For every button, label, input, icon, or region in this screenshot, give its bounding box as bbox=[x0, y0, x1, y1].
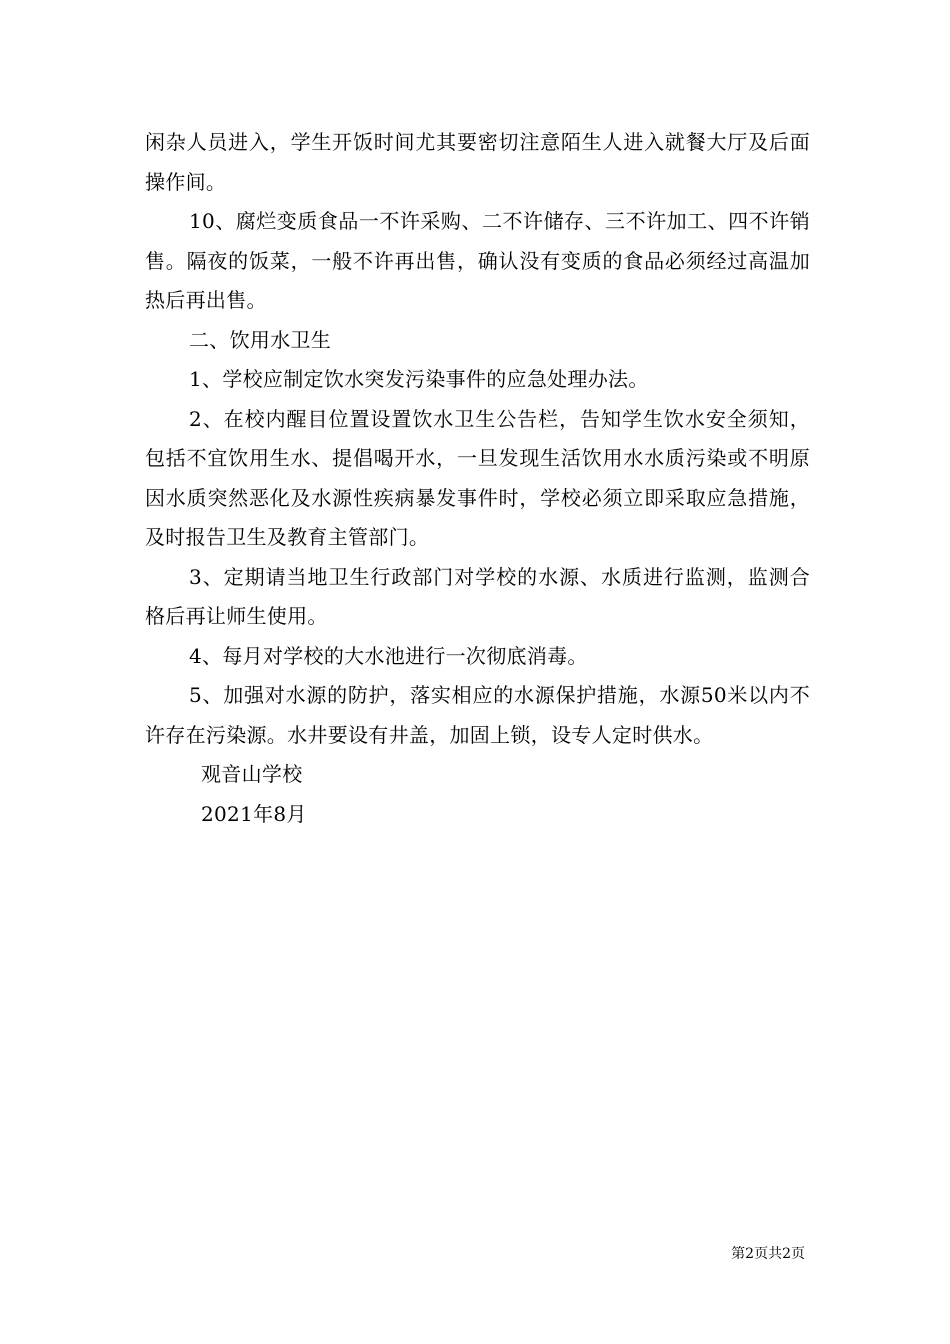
paragraph-item-10: 10、腐烂变质食品一不许采购、二不许储存、三不许加工、四不许销售。隔夜的饭菜，一般不许再出售，确认没有变质的食品必须经过高温加热后再出售。 bbox=[145, 209, 810, 312]
document-body bbox=[145, 123, 810, 834]
signature: 观音山学校 bbox=[201, 762, 303, 786]
paragraph-item-3: 3、定期请当地卫生行政部门对学校的水源、水质进行监测，监测合格后再让师生使用。 bbox=[145, 564, 810, 628]
section-heading-drinking-water: 二、饮用水卫生 bbox=[189, 327, 332, 352]
document-date: 2021年8月 bbox=[201, 801, 307, 826]
paragraph-item-4: 4、每月对学校的大水池进行一次彻底消毒。 bbox=[189, 643, 588, 668]
paragraph-item-5: 5、加强对水源的防护，落实相应的水源保护措施，水源50米以内不许存在污染源。水井要设有井盖，加固上锁，设专人定时供水。 bbox=[145, 683, 810, 747]
paragraph-continuation: 闲杂人员进入，学生开饭时间尤其要密切注意陌生人进入就餐大厅及后面操作间。 bbox=[145, 130, 810, 194]
paragraph-item-2: 2、在校内醒目位置设置饮水卫生公告栏，告知学生饮水安全须知，包括不宜饮用生水、提倡喝开水，一旦发现生活饮用水水质污染或不明原因水质突然恶化及水源性疾病暴发事件时，学校必须立即采取应急措施，及时报告卫生及教育主管部门。 bbox=[145, 406, 810, 549]
paragraph-item-1: 1、学校应制定饮水突发污染事件的应急处理办法。 bbox=[189, 367, 649, 391]
page-number: 第2页共2页 bbox=[731, 1246, 805, 1262]
